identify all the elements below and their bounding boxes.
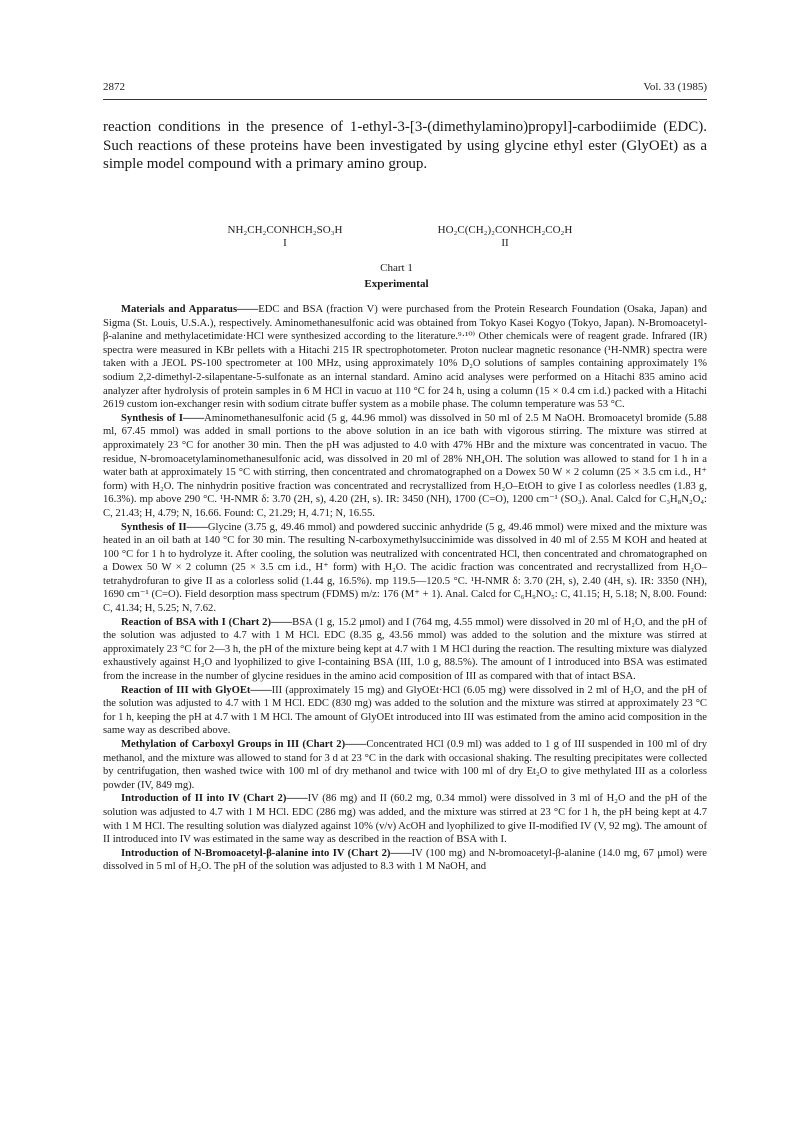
compound-i (205, 224, 365, 249)
paragraph (103, 521, 707, 616)
paragraph (103, 684, 707, 738)
paragraph (103, 792, 707, 846)
paragraph-heading: Introduction of N-Bromoacetyl-β-alanine into IV (Chart 2)—— (121, 847, 412, 859)
paragraph-heading: Synthesis of I—— (121, 412, 205, 424)
paragraph-text: III (approximately 15 mg) and GlyOEt·HCl (6.05 mg) were dissolved in 2 ml of H₂O, and the pH of the solution was adjusted to 4.7 with 1 M HCl. EDC (830 mg) was added to the solution and the mixture was stirred at approximately 23 °C for 1 h, keeping the pH at 4.7 with 1 M HCl. The amount of GlyOEt introduced into III was estimated from the amino acid composition in the same way as described above. (103, 684, 707, 737)
paragraph-heading: Reaction of III with GlyOEt—— (121, 684, 272, 696)
paragraph (103, 738, 707, 792)
paragraph-text: Aminomethanesulfonic acid (5 g, 44.96 mmol) was dissolved in 50 ml of 2.5 M NaOH. Bromoacetyl bromide (5.88 ml, 67.45 mmol) was added in small portions to the above solution in an ice bath with vigorous stirring. The mixture was stirred at approximately 23 °C for another 30 min. Then the pH was adjusted to 4.0 with 47% HBr and the mixture was concentrated in vacuo. The residue, N-bromoacetylaminomethanesulfonic acid, was dissolved in 20 ml of 28% NH₄OH. The solution was allowed to stand for 1 h in a water bath at approximately 15 °C with stirring, then concentrated and chromatographed on a Dowex 50 W × 2 column (25 × 3.5 cm i.d., H⁺ form) with H₂O. The ninhydrin positive fraction was concentrated and recrystallized from H₂O–EtOH to give I as colorless needles (1.83 g, 16.3%). mp above 290 °C. ¹H-NMR δ: 3.70 (2H, s), 4.20 (2H, s). IR: 3450 (NH), 1700 (C=O), 1200 cm⁻¹ (SO₃). Anal. Calcd for C₃H₈N₂O₄: C, 21.43; H, 4.79; N, 16.66. Found: C, 21.29; H, 4.71; N, 16.55. (103, 412, 707, 519)
paragraph-text: IV (86 mg) and II (60.2 mg, 0.34 mmol) were dissolved in 3 ml of H₂O and the pH of the solution was adjusted to 4.7 with 1 M HCl. EDC (286 mg) was added, and the mixture was stirred at 23 °C for 1 h, the pH being kept at 4.7 with 1 M HCl. The resulting solution was dialyzed against 10% (v/v) AcOH and lyophilized to give II-modified IV (V, 92 mg). The amount of II introduced into IV was estimated in the same way as described in the reaction of BSA with I. (103, 793, 707, 846)
compound-numeral: II (501, 237, 509, 249)
paragraph (103, 412, 707, 521)
section-heading: Experimental (364, 278, 429, 290)
paragraph (103, 303, 707, 412)
intro-paragraph: reaction conditions in the presence of 1-ethyl-3-[3-(dimethylamino)propyl]-carbodiimide (EDC). Such reactions of these proteins have been investigated by using glycine ethyl ester (GlyOEt) as a simple model compound with a primary amino group. (103, 119, 707, 172)
paragraph-heading: Methylation of Carboxyl Groups in III (Chart 2)—— (121, 739, 367, 750)
paragraph-heading: Synthesis of II—— (121, 521, 208, 533)
header-rule (103, 99, 707, 100)
paragraph-text: Concentrated HCl (0.9 ml) was added to 1 g of III suspended in 100 ml of dry methanol, and the mixture was allowed to stand for 3 d at 23 °C in the dark with occasional shaking. The resulting precipitates were collected by centrifugation, then washed twice with 100 ml of dry methanol and twice with 100 ml of dry Et₂O to give methylated III as a colorless powder (IV, 849 mg). (103, 739, 707, 791)
compound-ii (420, 224, 590, 249)
compound-formula: NH₂CH₂CONHCH₂SO₃H (227, 224, 343, 236)
chart-caption: Chart 1 (380, 262, 413, 274)
journal-volume: Vol. 33 (1985) (643, 81, 707, 93)
paragraph-heading: Materials and Apparatus—— (121, 304, 259, 315)
paragraph-text: Glycine (3.75 g, 49.46 mmol) and powdered succinic anhydride (5 g, 49.46 mmol) were mixed and the mixture was heated in an oil bath at 140 °C for 30 min. The resulting N-carboxymethylsuccinimide was dissolved in 40 ml of 2.55 M KOH and heated at 100 °C for 1 h to hydrolyze it. After cooling, the solution was neutralized with concentrated HCl, then concentrated and chromatographed on a Dowex 50 W × 2 column (25 × 3.5 cm i.d., H⁺ form) with H₂O. The acidic fraction was concentrated and recrystallized from H₂O–tetrahydrofuran to give II as a colorless solid (1.44 g, 16.5%). mp 119.5—120.5 °C. ¹H-NMR δ: 3.70 (2H, s), 2.40 (4H, s). IR: 3350 (NH), 1690 cm⁻¹ (C=O). Field desorption mass spectrum (FDMS) m/z: 176 (M⁺ + 1). Anal. Calcd for C₆H₉NO₅: C, 41.15; H, 5.18; N, 8.00. Found: C, 41.34; H, 5.25; N, 7.62. (103, 521, 707, 615)
compound-formula: HO₂C(CH₂)₂CONHCH₂CO₂H (437, 224, 573, 236)
paragraph-text: EDC and BSA (fraction V) were purchased from the Protein Research Foundation (Osaka, Japan) and Sigma (St. Louis, U.S.A.), respectively. Aminomethanesulfonic acid was obtained from Tokyo Kasei Kogyo (Tokyo, Japan). N-Bromoacetyl-β-alanine and methylacetimidate·HCl were synthesized according to the literature.⁹·¹⁰⁾ Other chemicals were of reagent grade. Infrared (IR) spectra were measured in KBr pellets with a Hitachi 215 IR spectrophotometer. Proton nuclear magnetic resonance (¹H-NMR) spectra were taken with a JEOL PS-100 spectrometer at 100 MHz, using approximately 10% D₂O solutions of samples containing approximately 1% sodium 2,2-dimethyl-2-silapentane-5-sulfonate as an internal standard. Amino acid analyses were performed on a Hitachi 835 amino acid analyzer after hydrolysis of protein samples in 6 M HCl in vacuo at 110 °C for 24 h, using a column (15 × 0.4 cm i.d.) packed with a Hitachi 2619 custom ion-exchanger resin with sodium citrate buffer system as a mobile phase. The column temperature was 53 °C. (103, 304, 707, 411)
page-number: 2872 (103, 81, 125, 93)
paragraph-heading: Introduction of II into IV (Chart 2)—— (121, 793, 308, 805)
paragraph (103, 616, 707, 684)
paragraph-text: IV (100 mg) and N-bromoacetyl-β-alanine (14.0 mg, 67 μmol) were dissolved in 5 ml of H₂O. The pH of the solution was adjusted to 8.3 with 1 M NaOH, and (103, 847, 707, 873)
experimental-body (103, 303, 707, 874)
paragraph-text: BSA (1 g, 15.2 μmol) and I (764 mg, 4.55 mmol) were dissolved in 20 ml of H₂O, and the pH of the solution was adjusted to 4.7 with 1 M HCl. EDC (8.35 g, 43.56 mmol) was added to the solution and the mixture was stirred at approximately 23 °C for 2—3 h, the pH of the mixture being kept at 4.7 with 1 M HCl during the reaction. The resulting mixture was dialyzed exhaustively against H₂O and lyophilized to give I-containing BSA (III, 1.0 g, 88.5%). The amount of I introduced into BSA was estimated from the increase in the number of glycine residues in the amino acid composition of III as compared with that of intact BSA. (103, 616, 707, 683)
paragraph-heading: Reaction of BSA with I (Chart 2)—— (121, 616, 293, 628)
paragraph (103, 847, 707, 874)
compound-numeral: I (283, 237, 287, 249)
